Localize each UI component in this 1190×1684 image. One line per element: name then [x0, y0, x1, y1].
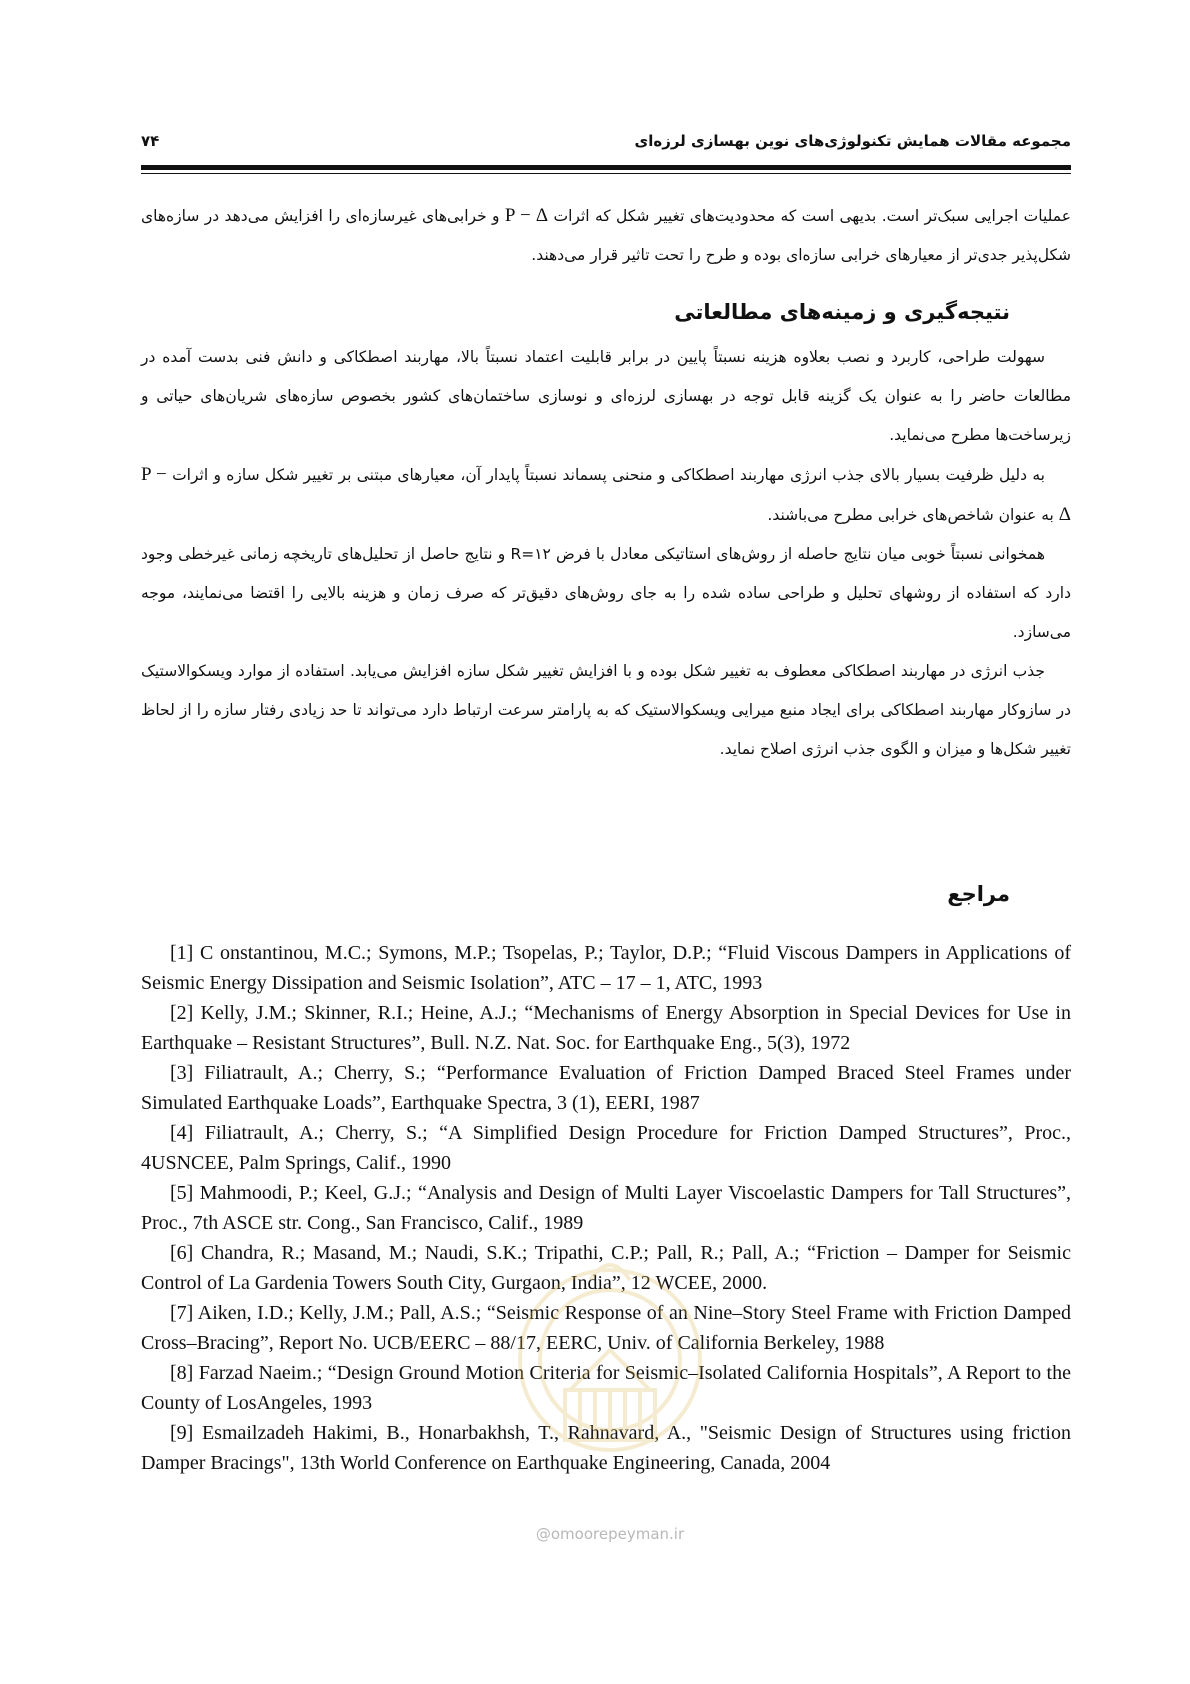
reference-item: [6] Chandra, R.; Masand, M.; Naudi, S.K.; Tripathi, C.P.; Pall, R.; Pall, A.; “Friction – Damper for Seismic Control of La Gardenia Towers South City, Gurgaon, India”, 12 WCEE, 2000.	[141, 1242, 1071, 1294]
reference-item: [7] Aiken, I.D.; Kelly, J.M.; Pall, A.S.; “Seismic Response of an Nine–Story Steel Frame with Friction Damped Cross–Bracing”, Report No. UCB/EERC – 88/17, EERC, Univ. of California Berkeley, 1988	[141, 1302, 1071, 1354]
reference-item: [8] Farzad Naeim.; “Design Ground Motion Criteria for Seismic–Isolated California Hospitals”, A Report to the County of LosAngeles, 1993	[141, 1362, 1071, 1414]
p-delta-formula: P − Δ	[504, 205, 549, 226]
header-rule-thick	[141, 165, 1071, 170]
conclusion-paragraph-2-part1: به دلیل ظرفیت بسیار بالای جذب انرژی مهاربند اصطکاکی و منحنی پسماند نسبتاً پایدار آن، معیارهای مبتنی بر تغییر شکل سازه و اثرات	[172, 466, 1045, 484]
conclusion-paragraph-4: جذب انرژی در مهاربند اصطکاکی معطوف به تغییر شکل بوده و با افزایش تغییر شکل سازه افزایش می‌یابد. استفاده از موارد ویسکوالاستیک در سازوکار مهاربند اصطکاکی برای ایجاد منبع میرایی ویسکوالاستیک که به پارامتر سرعت ارتباط دارد می‌تواند تا حد زیادی رفتار سازه را از لحاظ تغییر شکل‌ها و میزان و الگوی جذب انرژی اصلاح نماید.	[141, 662, 1071, 758]
watermark-logo	[510, 1240, 710, 1510]
p-delta-formula-2: P − Δ	[141, 464, 1071, 525]
header-title: مجموعه مقالات همایش تکنولوژی‌های نوین بهسازی لرزه‌ای	[634, 132, 1071, 150]
conclusion-paragraph-1: سهولت طراحی، کاربرد و نصب بعلاوه هزینه نسبتاً پایین در برابر قابلیت اعتماد نسبتاً بالا، مهاربند اصطکاکی و دانش فنی بدست آمده در مطالعات حاضر را به عنوان یک گزینه قابل توجه در بهسازی لرزه‌ای و نوسازی ساختمان‌های کشور بخصوص سازه‌های شریان‌های حیاتی و زیرساخت‌ها مطرح می‌نماید.	[141, 348, 1071, 444]
intro-text-part1: عملیات اجرایی سبک‌تر است. بدیهی است که محدودیت‌های تغییر شکل که اثرات	[553, 207, 1071, 225]
intro-paragraph	[141, 196, 1071, 275]
reference-item: [5] Mahmoodi, P.; Keel, G.J.; “Analysis and Design of Multi Layer Viscoelastic Dampers for Tall Structures”, Proc., 7th ASCE str. Cong., San Francisco, Calif., 1989	[141, 1182, 1071, 1234]
running-header	[141, 128, 1071, 168]
conclusion-body	[141, 338, 1071, 769]
reference-item: [4] Filiatrault, A.; Cherry, S.; “A Simplified Design Procedure for Friction Damped Structures”, Proc., 4USNCEE, Palm Springs, Calif., 1990	[141, 1122, 1071, 1174]
conclusion-paragraph-2	[141, 455, 1071, 535]
references-heading: مراجع	[947, 882, 1010, 906]
header-rule-thin	[141, 173, 1071, 174]
reference-item: [9] Esmailzadeh Hakimi, B., Honarbakhsh, T., Rahnavard, A., "Seismic Design of Structures using friction Damper Bracings", 13th World Conference on Earthquake Engineering, Canada, 2004	[141, 1422, 1071, 1474]
page-number: ۷۴	[141, 132, 160, 150]
reference-item: [3] Filiatrault, A.; Cherry, S.; “Performance Evaluation of Friction Damped Braced Steel Frames under Simulated Earthquake Loads”, Earthquake Spectra, 3 (1), EERI, 1987	[141, 1062, 1071, 1114]
intro-text	[141, 196, 1071, 275]
conclusion-heading: نتیجه‌گیری و زمینه‌های مطالعاتی	[674, 300, 1010, 324]
conclusion-paragraph-2-part2: به عنوان شاخص‌های خرابی مطرح می‌باشند.	[767, 506, 1054, 524]
conclusion-paragraph-3: همخوانی نسبتاً خوبی میان نتایج حاصله از روش‌های استاتیکی معادل با فرض R=۱۲ و نتایج حاصل از تحلیل‌های تاریخچه زمانی غیرخطی وجود دارد که استفاده از روشهای تحلیل و طراحی ساده شده را به جای روش‌های دقیق‌تر که صرف زمان و هزینه بالایی را اقتضا می‌نمایند، موجه می‌سازد.	[141, 545, 1071, 641]
intro-text-part2: و خرابی‌های غیرسازه‌ای را افزایش می‌دهد در سازه‌های شکل‌پذیر جدی‌تر از معیارهای خرابی سازه‌ای بوده و طرح را تحت تاثیر قرار می‌دهند.	[141, 207, 1071, 264]
watermark-text: @omoorepeyman.ir	[535, 1525, 685, 1543]
reference-item: [1] C onstantinou, M.C.; Symons, M.P.; Tsopelas, P.; Taylor, D.P.; “Fluid Viscous Dampers in Applications of Seismic Energy Dissipation and Seismic Isolation”, ATC – 17 – 1, ATC, 1993	[141, 942, 1071, 994]
reference-item: [2] Kelly, J.M.; Skinner, R.I.; Heine, A.J.; “Mechanisms of Energy Absorption in Special Devices for Use in Earthquake – Resistant Structures”, Bull. N.Z. Nat. Soc. for Earthquake Eng., 5(3), 1972	[141, 1002, 1071, 1054]
